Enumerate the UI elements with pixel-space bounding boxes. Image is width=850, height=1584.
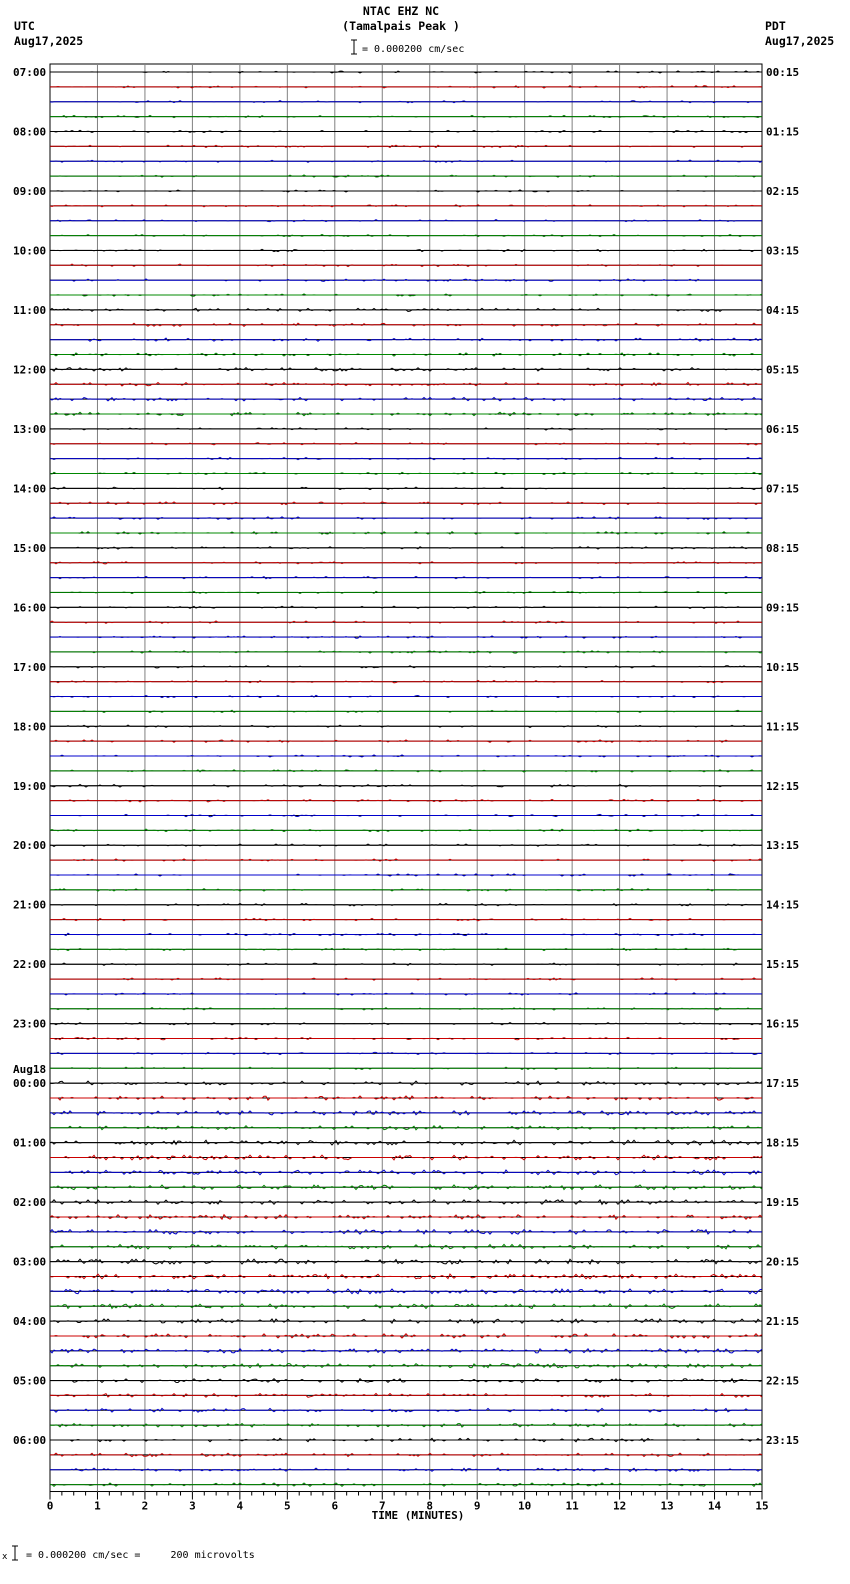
trace-line <box>50 249 762 251</box>
trace-line <box>50 443 762 445</box>
trace-line <box>50 651 762 653</box>
trace-line <box>50 502 762 505</box>
pdt-hour-label: 19:15 <box>766 1196 800 1210</box>
trace-line <box>50 770 762 772</box>
trace-line <box>50 889 762 891</box>
trace-line <box>50 1438 762 1441</box>
pdt-hour-label: 13:15 <box>766 839 800 853</box>
pdt-hour-label: 12:15 <box>766 779 800 793</box>
trace-line <box>50 160 762 162</box>
trace-line <box>50 1023 762 1025</box>
utc-hour-label: 12:00 <box>13 363 47 377</box>
pdt-hour-label: 08:15 <box>766 541 800 555</box>
pdt-hour-label: 07:15 <box>766 482 800 496</box>
utc-hour-labels <box>13 66 46 1447</box>
x-tick-label: 6 <box>331 1499 339 1513</box>
utc-hour-label: 03:00 <box>13 1255 47 1269</box>
trace-line <box>50 145 762 147</box>
trace-line <box>50 1319 762 1323</box>
trace-line <box>50 428 762 430</box>
pdt-hour-labels <box>766 66 799 1447</box>
trace-line <box>50 1483 762 1487</box>
utc-hour-label: 17:00 <box>13 660 47 674</box>
utc-hour-label: 01:00 <box>13 1136 47 1150</box>
utc-hour-label: 16:00 <box>13 601 47 615</box>
x-tick-label: 2 <box>141 1499 149 1513</box>
trace-line <box>50 681 762 683</box>
trace-line <box>50 1111 762 1115</box>
trace-line <box>50 1052 762 1054</box>
trace-line <box>50 294 762 296</box>
utc-hour-label: 14:00 <box>13 482 47 496</box>
pdt-hour-label: 23:15 <box>766 1434 800 1448</box>
utc-hour-label: 05:00 <box>13 1374 47 1388</box>
utc-hour-label: 06:00 <box>13 1434 47 1448</box>
pdt-hour-label: 00:15 <box>766 66 800 79</box>
utc-hour-label: 20:00 <box>13 839 47 853</box>
x-tick-label: 15 <box>755 1499 769 1513</box>
trace-line <box>50 1037 762 1039</box>
x-tick-label: 7 <box>378 1499 386 1513</box>
trace-line <box>50 1304 762 1309</box>
trace-line <box>50 1215 762 1220</box>
pdt-hour-label: 01:15 <box>766 125 800 139</box>
utc-hour-label: 09:00 <box>13 184 47 198</box>
x-axis-label: TIME (MINUTES) <box>371 1509 465 1522</box>
trace-line <box>50 993 762 995</box>
trace-line <box>50 933 762 935</box>
x-tick-label: 1 <box>94 1499 101 1513</box>
x-tick-label: 3 <box>189 1499 196 1513</box>
trace-line <box>50 130 762 132</box>
trace-line <box>50 353 762 356</box>
utc-hour-label: 02:00 <box>13 1196 47 1210</box>
trace-line <box>50 799 762 802</box>
x-tick-label: 4 <box>236 1499 244 1513</box>
utc-hour-label: 13:00 <box>13 422 47 436</box>
trace-line <box>50 115 762 117</box>
utc-hour-label: 23:00 <box>13 1017 47 1031</box>
trace-line <box>50 1140 762 1145</box>
footer-scale-text: = 0.000200 cm/sec = 200 microvolts <box>26 1550 255 1561</box>
trace-line <box>50 86 762 88</box>
seismic-traces <box>50 71 762 1487</box>
x-tick-label: 9 <box>473 1499 481 1513</box>
x-tick-label: 12 <box>612 1499 627 1513</box>
pdt-hour-label: 21:15 <box>766 1315 800 1329</box>
trace-line <box>50 710 762 712</box>
trace-line <box>50 412 762 415</box>
utc-hour-label: 10:00 <box>13 244 47 258</box>
pdt-hour-label: 20:15 <box>766 1255 800 1269</box>
pdt-hour-label: 16:15 <box>766 1017 800 1031</box>
trace-line <box>50 264 762 266</box>
trace-line <box>50 235 762 237</box>
pdt-label: PDT <box>765 19 786 33</box>
trace-line <box>50 904 762 906</box>
trace-line <box>50 695 762 697</box>
trace-line <box>50 1379 762 1383</box>
footer-prefix: x <box>2 1552 8 1562</box>
pdt-hour-label: 11:15 <box>766 720 800 734</box>
utc-hour-label: 21:00 <box>13 898 47 912</box>
utc-hour-label: 19:00 <box>13 779 47 793</box>
trace-line <box>50 636 762 638</box>
trace-line <box>50 591 762 593</box>
utc-hour-label: 22:00 <box>13 958 47 972</box>
utc-date: Aug17,2025 <box>14 34 84 48</box>
footer-scale-bar-icon <box>12 1545 18 1561</box>
trace-line <box>50 621 762 623</box>
trace-line <box>50 547 762 549</box>
x-tick-label: 11 <box>565 1499 579 1513</box>
pdt-hour-label: 18:15 <box>766 1136 800 1150</box>
pdt-hour-label: 02:15 <box>766 184 800 198</box>
trace-line <box>50 755 762 757</box>
pdt-hour-label: 04:15 <box>766 303 800 317</box>
trace-line <box>50 1394 762 1398</box>
trace-line <box>50 101 762 103</box>
trace-line <box>50 948 762 950</box>
trace-line <box>50 323 762 326</box>
chart-subtitle: (Tamalpais Peak ) <box>342 19 460 33</box>
x-tick-label: 10 <box>518 1499 532 1513</box>
utc-hour-label: 11:00 <box>13 303 47 317</box>
trace-line <box>50 918 762 920</box>
x-tick-label: 13 <box>660 1499 674 1513</box>
utc-hour-label: 18:00 <box>13 720 47 734</box>
trace-line <box>50 874 762 876</box>
trace-line <box>50 785 762 788</box>
trace-line <box>50 576 762 578</box>
trace-line <box>50 562 762 564</box>
trace-line <box>50 1008 762 1010</box>
pdt-hour-label: 22:15 <box>766 1374 800 1388</box>
utc-hour-label: 00:00 <box>13 1077 47 1091</box>
pdt-hour-label: 06:15 <box>766 422 800 436</box>
pdt-hour-label: 09:15 <box>766 601 800 615</box>
trace-line <box>50 1244 762 1249</box>
x-tick-label: 8 <box>426 1499 434 1513</box>
utc-hour-label: 08:00 <box>13 125 47 139</box>
day-break-label: Aug18 <box>13 1063 47 1077</box>
trace-line <box>50 978 762 980</box>
trace-line <box>50 814 762 817</box>
pdt-hour-label: 03:15 <box>766 244 800 258</box>
trace-line <box>50 71 762 73</box>
x-tick-label: 5 <box>284 1499 291 1513</box>
pdt-date: Aug17,2025 <box>765 34 835 48</box>
trace-line <box>50 368 762 371</box>
utc-hour-label: 04:00 <box>13 1315 47 1329</box>
trace-line <box>50 220 762 222</box>
trace-line <box>50 1067 762 1069</box>
trace-line <box>50 383 762 386</box>
utc-hour-label: 07:00 <box>13 66 47 79</box>
pdt-hour-label: 10:15 <box>766 660 800 674</box>
utc-hour-label: 15:00 <box>13 541 47 555</box>
pdt-hour-label: 14:15 <box>766 898 800 912</box>
trace-line <box>50 472 762 474</box>
trace-line <box>50 190 762 192</box>
x-tick-label: 0 <box>46 1499 54 1513</box>
chart-title: NTAC EHZ NC <box>362 4 440 18</box>
trace-line <box>50 725 762 727</box>
trace-line <box>50 1170 762 1175</box>
pdt-hour-label: 05:15 <box>766 363 800 377</box>
pdt-hour-label: 17:15 <box>766 1077 800 1091</box>
trace-line <box>50 829 762 832</box>
trace-line <box>50 175 762 177</box>
scale-text: = 0.000200 cm/sec <box>362 44 465 55</box>
x-tick-label: 14 <box>707 1499 722 1513</box>
trace-line <box>50 1081 762 1085</box>
pdt-hour-label: 15:15 <box>766 958 800 972</box>
utc-label: UTC <box>14 19 35 33</box>
trace-line <box>50 859 762 861</box>
trace-line <box>50 844 762 846</box>
trace-line <box>50 963 762 965</box>
